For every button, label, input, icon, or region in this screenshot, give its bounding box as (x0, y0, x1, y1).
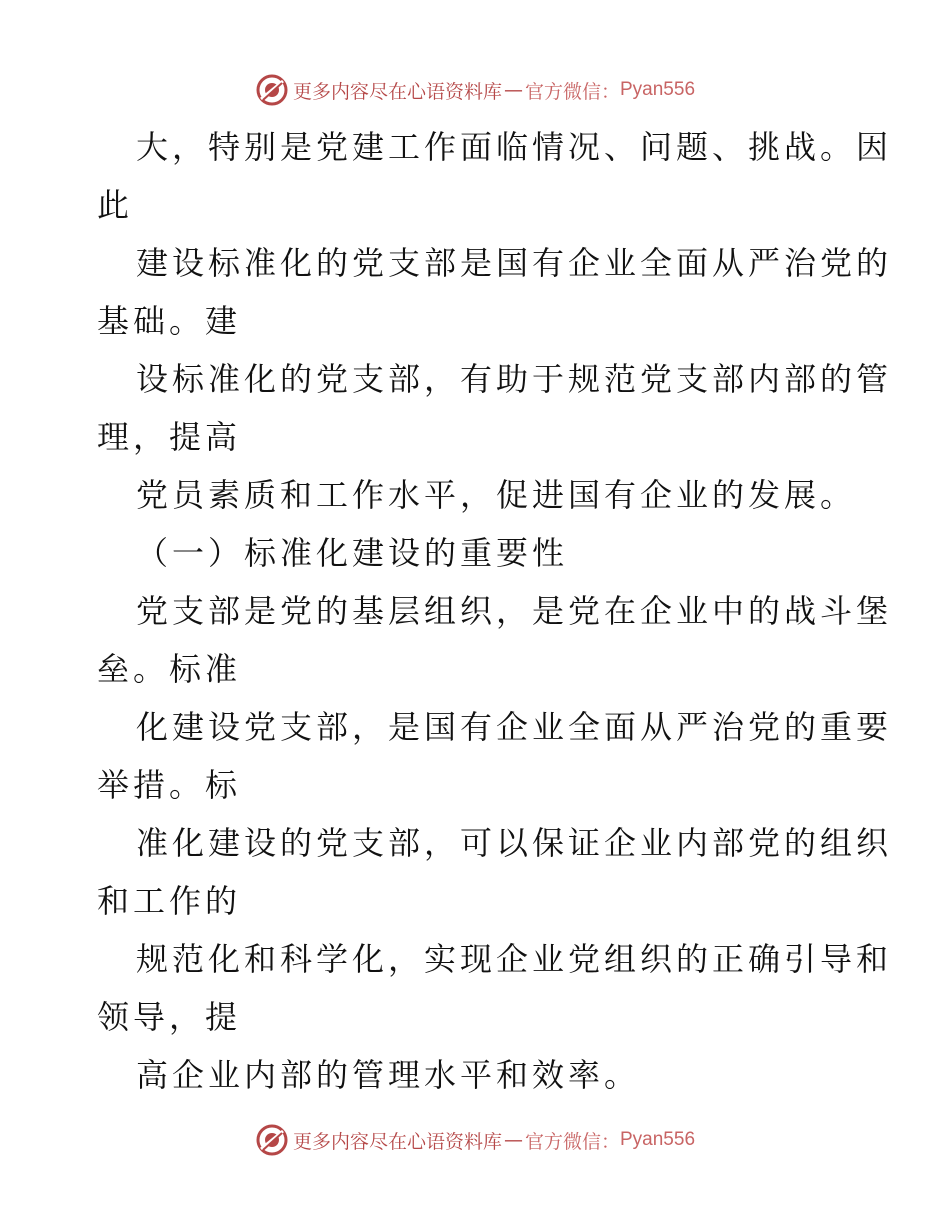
body-text (97, 118, 893, 1104)
footer-wechat-label: 官方微信： (524, 1130, 620, 1153)
text-line: 理，提高 (97, 418, 242, 456)
logo-icon (255, 1123, 289, 1157)
text-line: 党支部是党的基层组织，是党在企业中的战斗堡 (136, 592, 893, 630)
text-line: 高企业内部的管理水平和效率。 (136, 1056, 641, 1094)
header-site-text: 更多内容尽在心语资料库 (292, 80, 502, 103)
text-line: 建设标准化的党支部是国有企业全面从严治党的 (136, 244, 893, 282)
text-line: 党员素质和工作水平，促进国有企业的发展。 (136, 476, 857, 514)
text-line: 基础。建 (97, 302, 242, 340)
header-account: Pyan556 (620, 79, 696, 100)
text-line: 化建设党支部，是国有企业全面从严治党的重要 (136, 708, 893, 746)
footer-site-text: 更多内容尽在心语资料库 (292, 1130, 502, 1153)
footer-banner (0, 1120, 950, 1160)
footer-account: Pyan556 (620, 1129, 696, 1150)
text-line: 准化建设的党支部，可以保证企业内部党的组织 (136, 824, 893, 862)
text-line: 垒。标准 (97, 650, 242, 688)
text-line: 设标准化的党支部，有助于规范党支部内部的管 (136, 360, 893, 398)
header-dash: — (503, 79, 523, 101)
footer-dash: — (503, 1129, 523, 1151)
header-banner (0, 70, 950, 110)
logo-icon (255, 73, 289, 107)
text-line: （一）标准化建设的重要性 (136, 534, 569, 572)
header-wechat-label: 官方微信： (524, 80, 620, 103)
text-line: 此 (97, 186, 134, 224)
text-line: 和工作的 (97, 882, 242, 920)
text-line: 规范化和科学化，实现企业党组织的正确引导和 (136, 940, 893, 978)
text-line: 举措。标 (97, 766, 242, 804)
text-line: 大，特别是党建工作面临情况、问题、挑战。因 (136, 128, 893, 166)
text-line: 领导，提 (97, 998, 242, 1036)
